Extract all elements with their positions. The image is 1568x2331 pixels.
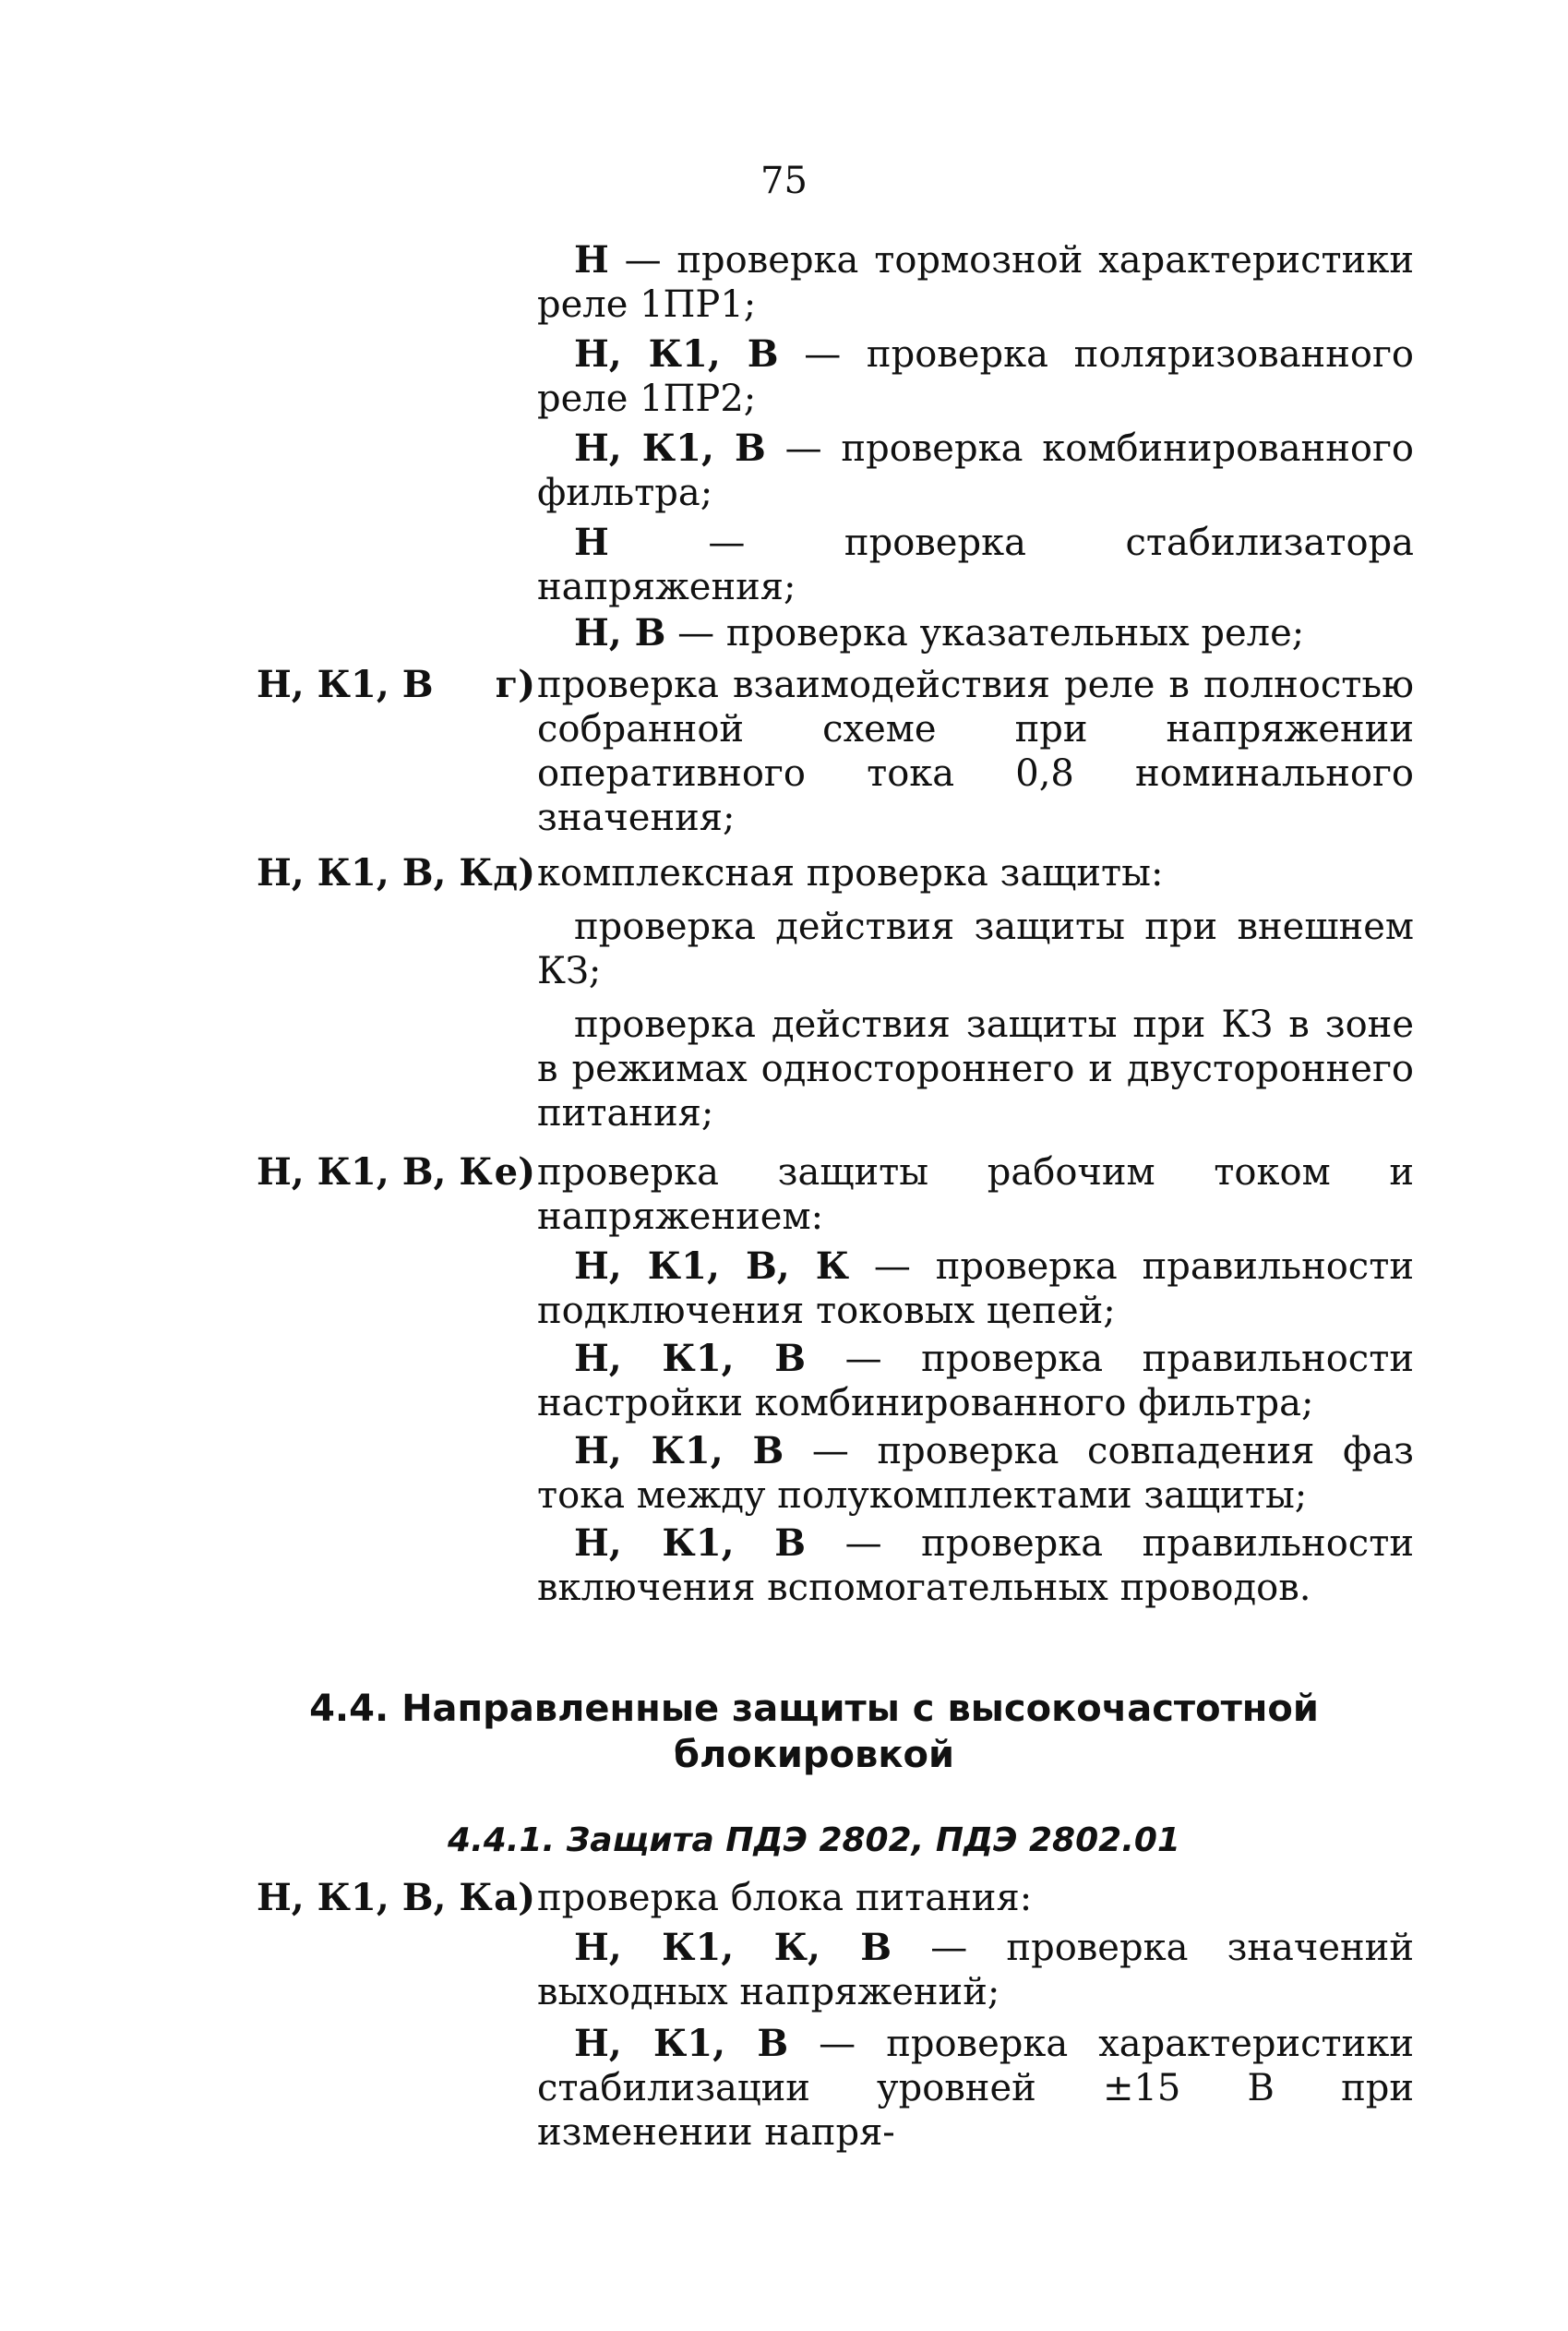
sub-item: Н, К1, В — проверка совпадения фаз тока между полукомплектами защиты; <box>537 1429 1414 1517</box>
item-text: проверка взаимодействия реле в полностью собранной схеме при напряжении оперативного тока 0,8 номинального значения; <box>537 664 1414 839</box>
page-body <box>0 238 1568 2157</box>
list-item-g <box>0 663 1568 840</box>
section-heading-line2: блокировкой <box>674 1734 954 1776</box>
sub-item: Н, К1, В — проверка правильности настройки комбинированного фильтра; <box>537 1337 1414 1424</box>
item-letter: е) <box>494 1150 535 1194</box>
sub-item: Н, К1, В — проверка правильности включения вспомогательных проводов. <box>537 1521 1414 1609</box>
item-letter: г) <box>495 663 535 706</box>
sub-item: Н, К1, К, В — проверка значений выходных напряжений; <box>537 1926 1415 2013</box>
sub-item: Н — проверка тормозной характеристики реле 1ПР1; <box>537 238 1414 326</box>
section-heading-line1: 4.4. Направленные защиты с высокочастотной <box>309 1688 1319 1730</box>
item-letter: д) <box>493 851 535 895</box>
list-item-e <box>0 1150 1568 1239</box>
page-number: 75 <box>760 160 808 202</box>
subsection-heading: 4.4.1. Защита ПДЭ 2802, ПДЭ 2802.01 <box>448 1821 1180 1859</box>
item-letter: а) <box>494 1876 535 1919</box>
item-text: комплексная проверка защиты: <box>537 852 1164 895</box>
sub-item: Н, К1, В, К — проверка правильности подключения токовых цепей; <box>537 1244 1414 1332</box>
sub-item: проверка действия защиты при внешнем КЗ; <box>537 906 1414 992</box>
item-text: проверка блока питания: <box>537 1877 1033 1919</box>
sub-item: проверка действия защиты при КЗ в зоне в режимах одностороннего и двустороннего питания; <box>537 1003 1414 1135</box>
section-heading <box>306 1686 1322 1778</box>
list-item-d <box>0 851 1568 895</box>
item-label: Н, К1, В, К <box>257 1876 493 1919</box>
item-text: проверка защиты рабочим током и напряжением: <box>537 1151 1414 1238</box>
item-label: Н, К1, В, К <box>257 851 493 895</box>
sub-item: Н — проверка стабилизатора напряжения; <box>537 521 1414 608</box>
item-label: Н, К1, В <box>257 663 434 706</box>
sub-item: Н, К1, В — проверка характеристики стабилизации уровней ±15 В при изменении напря- <box>537 2022 1414 2154</box>
list-item-a <box>0 1876 1568 1920</box>
sub-item: Н, К1, В — проверка поляризованного реле 1ПР2; <box>537 332 1414 420</box>
sub-item: Н, В — проверка указательных реле; <box>574 611 1305 655</box>
item-label: Н, К1, В, К <box>257 1150 493 1194</box>
sub-item: Н, К1, В — проверка комбинированного фильтра; <box>537 427 1415 514</box>
